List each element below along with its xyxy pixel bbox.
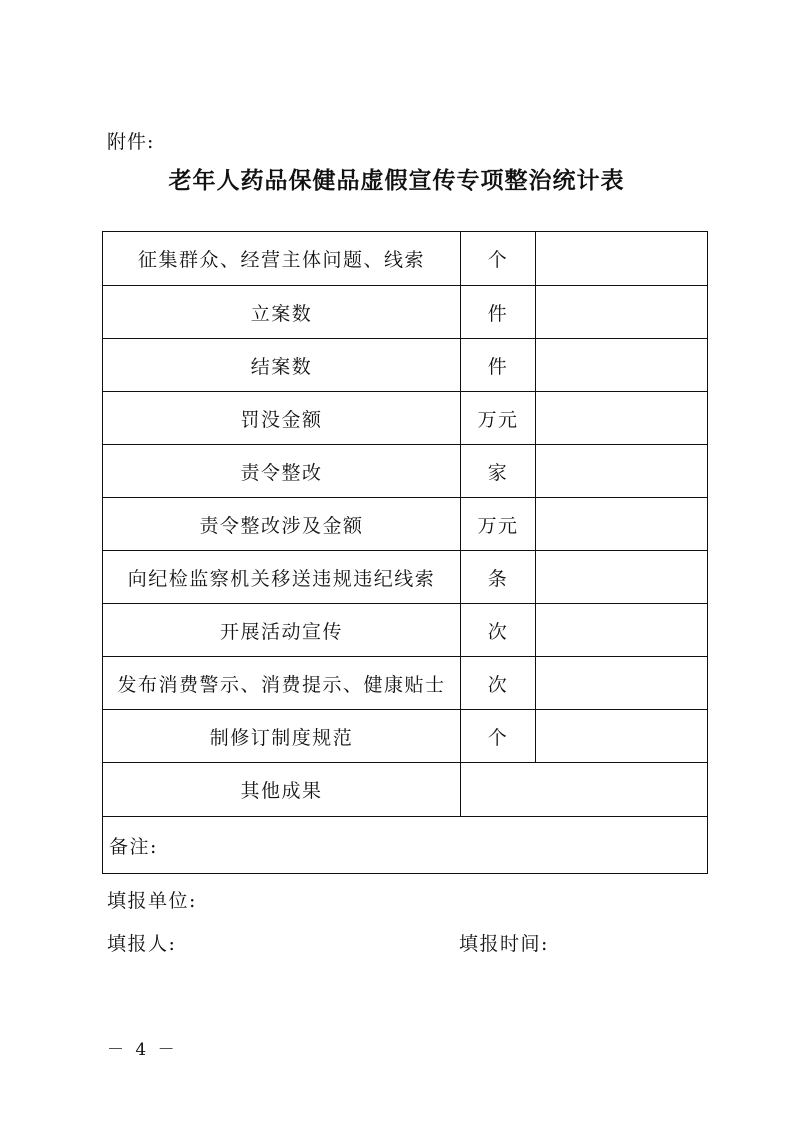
- table-row: [103, 392, 708, 445]
- row-unit: 次: [461, 657, 536, 710]
- table-row: [103, 445, 708, 498]
- other-results-value-cell[interactable]: [461, 763, 708, 817]
- table-row: [103, 710, 708, 763]
- row-unit: 次: [461, 604, 536, 657]
- row-item: 向纪检监察机关移送违规违纪线索: [103, 551, 461, 604]
- page-title: 老年人药品保健品虚假宣传专项整治统计表: [168, 167, 625, 194]
- row-unit: 条: [461, 551, 536, 604]
- table-row: [103, 339, 708, 392]
- row-value-cell[interactable]: [536, 339, 708, 392]
- remarks-cell[interactable]: [103, 817, 708, 874]
- row-item: 结案数: [103, 339, 461, 392]
- row-unit: 个: [461, 710, 536, 763]
- other-results-row: [103, 763, 708, 817]
- row-item: 发布消费警示、消费提示、健康贴士: [103, 657, 461, 710]
- page-number: － 4 －: [107, 1040, 178, 1060]
- row-unit: 件: [461, 286, 536, 339]
- row-value-cell[interactable]: [536, 657, 708, 710]
- row-value-cell[interactable]: [536, 710, 708, 763]
- row-value-cell[interactable]: [536, 232, 708, 286]
- row-value-cell[interactable]: [536, 498, 708, 551]
- row-unit: 个: [461, 232, 536, 286]
- remarks-row: [103, 817, 708, 874]
- statistics-table: [102, 231, 708, 874]
- table-row: [103, 604, 708, 657]
- row-value-cell[interactable]: [536, 286, 708, 339]
- row-unit: 万元: [461, 392, 536, 445]
- row-item: 责令整改: [103, 445, 461, 498]
- other-results-label: 其他成果: [103, 763, 461, 817]
- row-value-cell[interactable]: [536, 445, 708, 498]
- filler-label: 填报人:: [107, 933, 177, 955]
- row-item: 责令整改涉及金额: [103, 498, 461, 551]
- row-item: 制修订制度规范: [103, 710, 461, 763]
- row-unit: 万元: [461, 498, 536, 551]
- row-item: 罚没金额: [103, 392, 461, 445]
- table-row: [103, 657, 708, 710]
- row-unit: 家: [461, 445, 536, 498]
- row-value-cell[interactable]: [536, 392, 708, 445]
- row-item: 立案数: [103, 286, 461, 339]
- reporting-unit-label: 填报单位:: [107, 890, 197, 912]
- attachment-label: 附件:: [107, 131, 155, 153]
- fill-time-label: 填报时间:: [459, 933, 549, 955]
- table-row: [103, 551, 708, 604]
- row-item: 开展活动宣传: [103, 604, 461, 657]
- remarks-label: 备注:: [109, 835, 158, 858]
- table-row: [103, 232, 708, 286]
- table-row: [103, 498, 708, 551]
- row-value-cell[interactable]: [536, 604, 708, 657]
- row-item: 征集群众、经营主体问题、线索: [103, 232, 461, 286]
- row-unit: 件: [461, 339, 536, 392]
- table-row: [103, 286, 708, 339]
- row-value-cell[interactable]: [536, 551, 708, 604]
